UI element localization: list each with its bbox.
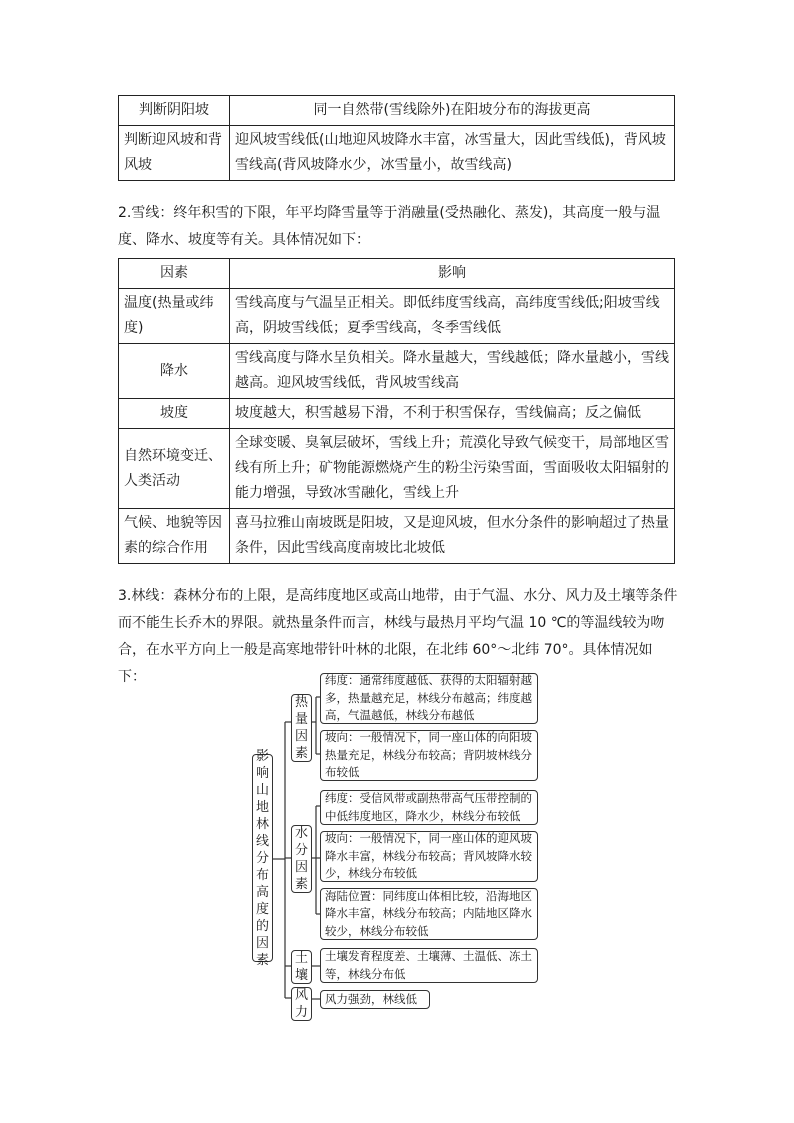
table-cell: 气候、地貌等因素的综合作用 xyxy=(119,509,230,564)
table-cell: 雪线高度与降水呈负相关。降水量越大，雪线越低；降水量越小，雪线越高。迎风坡雪线低，背风坡雪线高 xyxy=(230,344,675,399)
water-latitude-item: 纬度：受信风带或副热带高气压带控制的中低纬度地区，降水少，林线分布较低 xyxy=(320,790,538,825)
soil-item: 土壤发育程度差、土壤薄、土温低、冻土等，林线分布低 xyxy=(320,948,538,983)
heat-latitude-item: 纬度：通常纬度越低、获得的太阳辐射越多，热量越充足，林线分布越高；纬度越高，气温越低，林线分布越低 xyxy=(320,673,538,724)
table-cell: 温度(热量或纬度) xyxy=(119,289,230,344)
treeline-intro: 3.林线：森林分布的上限，是高纬度地区或高山地带，由于气温、水分、风力及土壤等条件而不能生长乔木的界限。就热量条件而言，林线与最热月平均气温 10 ℃的等温线较为吻合，在水平方向上一般是高寒地带针叶林的北限，在北纬 60°～北纬 70°。具体情况如下： xyxy=(118,588,678,685)
group-heat: 热量因素 xyxy=(291,694,312,762)
table-cell: 降水 xyxy=(119,344,230,399)
water-aspect-item: 坡向：一般情况下，同一座山体的迎风坡降水丰富，林线分布较高；背风坡降水较少，林线分布较低 xyxy=(320,831,538,882)
water-location-item: 海陆位置：同纬度山体相比较，沿海地区降水丰富，林线分布较高；内陆地区降水较少，林线分布较低 xyxy=(320,888,538,940)
table-cell: 全球变暖、臭氧层破坏，雪线上升；荒漠化导致气候变干，局部地区雪线有所上升；矿物能源燃烧产生的粉尘污染雪面，雪面吸收太阳辐射的能力增强，导致冰雪融化，雪线上升 xyxy=(230,429,675,509)
column-header: 因素 xyxy=(119,259,230,289)
column-header: 影响 xyxy=(230,259,675,289)
group-wind: 风力 xyxy=(291,987,312,1021)
table-cell: 判断迎风坡和背风坡 xyxy=(119,126,230,181)
group-water: 水分因素 xyxy=(291,825,312,893)
table-cell: 喜马拉雅山南坡既是阳坡，又是迎风坡，但水分条件的影响超过了热量条件，因此雪线高度南坡比北坡低 xyxy=(230,509,675,564)
wind-item: 风力强劲，林线低 xyxy=(320,990,430,1009)
diagram-root: 影响山地林线分布高度的因素 xyxy=(252,754,273,962)
table-cell: 坡度越大，积雪越易下滑，不利于积雪保存，雪线偏高；反之偏低 xyxy=(230,399,675,429)
table-cell: 自然环境变迁、人类活动 xyxy=(119,429,230,509)
table-cell: 迎风坡雪线低(山地迎风坡降水丰富，冰雪量大，因此雪线低)，背风坡雪线高(背风坡降水少，冰雪量小，故雪线高) xyxy=(230,126,675,181)
table-cell: 雪线高度与气温呈正相关。即低纬度雪线高，高纬度雪线低;阳坡雪线高，阴坡雪线低；夏季雪线高，冬季雪线低 xyxy=(230,289,675,344)
group-soil: 土壤 xyxy=(291,950,312,984)
table-cell: 同一自然带(雪线除外)在阳坡分布的海拔更高 xyxy=(230,96,675,126)
heat-aspect-item: 坡向：一般情况下，同一座山体的向阳坡热量充足，林线分布较高；背阴坡林线分布较低 xyxy=(320,730,538,781)
snowline-intro: 2.雪线：终年积雪的下限，年平均降雪量等于消融量(受热融化、蒸发)，其高度一般与温度、降水、坡度等有关。具体情况如下： xyxy=(118,205,661,248)
table-cell: 判断阴阳坡 xyxy=(119,96,230,126)
table-cell: 坡度 xyxy=(119,399,230,429)
